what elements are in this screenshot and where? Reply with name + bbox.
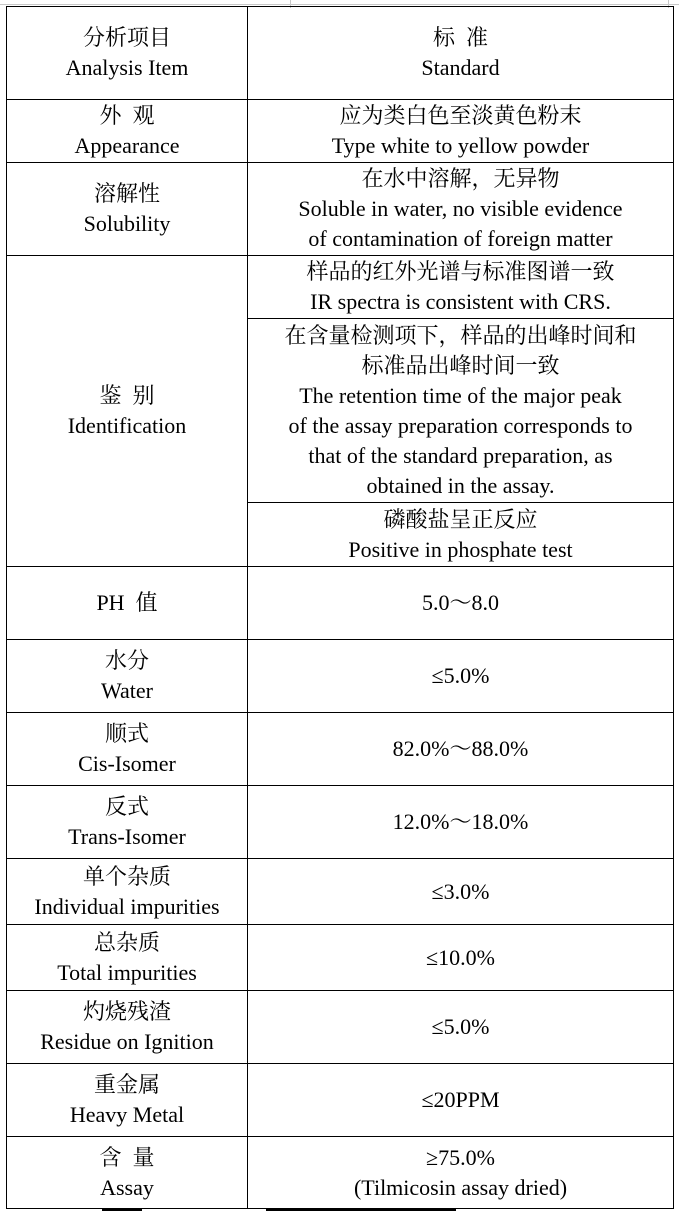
standard-cell: [248, 859, 674, 925]
standard-cell: [248, 786, 674, 859]
standard-cell: [248, 256, 674, 319]
standard-line: ≤10.0%: [426, 944, 495, 970]
item-line: 含 量: [99, 1144, 155, 1170]
standard-line: of contamination of foreign matter: [308, 226, 613, 251]
standard-line: 磷酸盐呈正反应: [383, 506, 538, 532]
standard-cell: [248, 503, 674, 567]
table-row: [7, 1137, 674, 1209]
standard-line: Positive in phosphate test: [348, 536, 573, 562]
standard-cell: [248, 1137, 674, 1209]
standard-line: ≤5.0%: [431, 663, 490, 688]
standard-cell: [248, 991, 674, 1064]
header-std-en: Standard: [421, 55, 500, 80]
standard-line: 12.0%～18.0%: [392, 809, 529, 834]
standard-line: (Tilmicosin assay dried): [353, 1174, 568, 1200]
standard-cell: [248, 1064, 674, 1137]
item-line: 单个杂质: [82, 863, 171, 889]
item-line: 重金属: [93, 1072, 160, 1097]
header-analysis-item: [7, 7, 248, 100]
table-row: [7, 256, 674, 319]
item-line: Heavy Metal: [69, 1102, 185, 1127]
table-row: [7, 567, 674, 640]
item-cell: [7, 567, 248, 640]
table-header-row: [7, 7, 674, 100]
table-row: [7, 991, 674, 1064]
item-line: 顺式: [104, 721, 149, 746]
item-line: Solubility: [83, 211, 171, 236]
item-line: 灼烧残渣: [82, 999, 171, 1024]
standard-line: ≤3.0%: [431, 878, 490, 904]
item-cell: [7, 713, 248, 786]
standard-line: that of the standard preparation, as: [308, 442, 613, 468]
table-row: [7, 640, 674, 713]
item-cell: [7, 1137, 248, 1209]
standard-cell: [248, 163, 674, 256]
standard-line: Soluble in water, no visible evidence: [298, 196, 623, 221]
standard-line: of the assay preparation corresponds to: [288, 412, 633, 438]
item-cell: [7, 163, 248, 256]
table-row: [7, 163, 674, 256]
standard-line: 82.0%～88.0%: [392, 736, 529, 761]
header-std-cn: 标 准: [432, 25, 488, 50]
item-cell: [7, 640, 248, 713]
item-cell: [7, 925, 248, 991]
standard-line: 在水中溶解，无异物: [361, 166, 560, 191]
item-line: Assay: [100, 1174, 154, 1200]
header-item-en: Analysis Item: [65, 55, 189, 80]
table-row: [7, 859, 674, 925]
item-line: Residue on Ignition: [40, 1029, 214, 1054]
item-line: 溶解性: [93, 181, 160, 206]
item-line: 反式: [104, 794, 149, 819]
item-line: Cis-Isomer: [78, 751, 176, 776]
cut-off-text-fragment: [266, 1209, 456, 1215]
standard-line: 应为类白色至淡黄色粉末: [339, 103, 582, 128]
standard-line: The retention time of the major peak: [299, 382, 622, 408]
item-line: Water: [101, 678, 153, 703]
item-cell: [7, 100, 248, 163]
item-line: PH 值: [96, 590, 158, 615]
item-line: Identification: [67, 413, 187, 438]
item-line: Individual impurities: [34, 893, 220, 919]
page-top-rule: [0, 4, 679, 5]
item-cell: [7, 859, 248, 925]
cut-off-text-fragment: [102, 1209, 142, 1215]
standard-line: 样品的红外光谱与标准图谱一致: [306, 259, 615, 284]
standard-line: ≥75.0%: [426, 1144, 495, 1170]
standard-line: ≤5.0%: [431, 1014, 490, 1039]
standard-line: 5.0～8.0: [421, 590, 499, 615]
standard-line: Type white to yellow powder: [331, 133, 590, 158]
standard-cell: [248, 319, 674, 503]
standard-cell: [248, 640, 674, 713]
cut-off-next-row: [6, 1209, 673, 1229]
standard-line: obtained in the assay.: [366, 472, 555, 498]
standard-line: ≤20PPM: [421, 1087, 500, 1112]
table-row: [7, 1064, 674, 1137]
item-line: Appearance: [74, 133, 180, 158]
item-cell: [7, 1064, 248, 1137]
item-line: 外 观: [99, 103, 155, 128]
item-line: 水分: [104, 648, 149, 673]
standard-line: 在含量检测项下，样品的出峰时间和: [284, 322, 637, 348]
header-standard: [248, 7, 674, 100]
item-line: Total impurities: [57, 959, 197, 985]
standard-cell: [248, 567, 674, 640]
standard-line: 标准品出峰时间一致: [361, 352, 560, 378]
standard-line: IR spectra is consistent with CRS.: [310, 289, 611, 314]
item-line: Trans-Isomer: [68, 824, 186, 849]
table-row: [7, 713, 674, 786]
item-line: 总杂质: [93, 929, 160, 955]
header-item-cn: 分析项目: [82, 25, 171, 50]
specification-table: [6, 6, 674, 1209]
item-cell: [7, 256, 248, 567]
standard-cell: [248, 713, 674, 786]
table-row: [7, 925, 674, 991]
item-cell: [7, 786, 248, 859]
standard-cell: [248, 925, 674, 991]
table-row: [7, 786, 674, 859]
item-line: 鉴 别: [99, 383, 155, 408]
item-cell: [7, 991, 248, 1064]
standard-cell: [248, 100, 674, 163]
table-row: [7, 100, 674, 163]
